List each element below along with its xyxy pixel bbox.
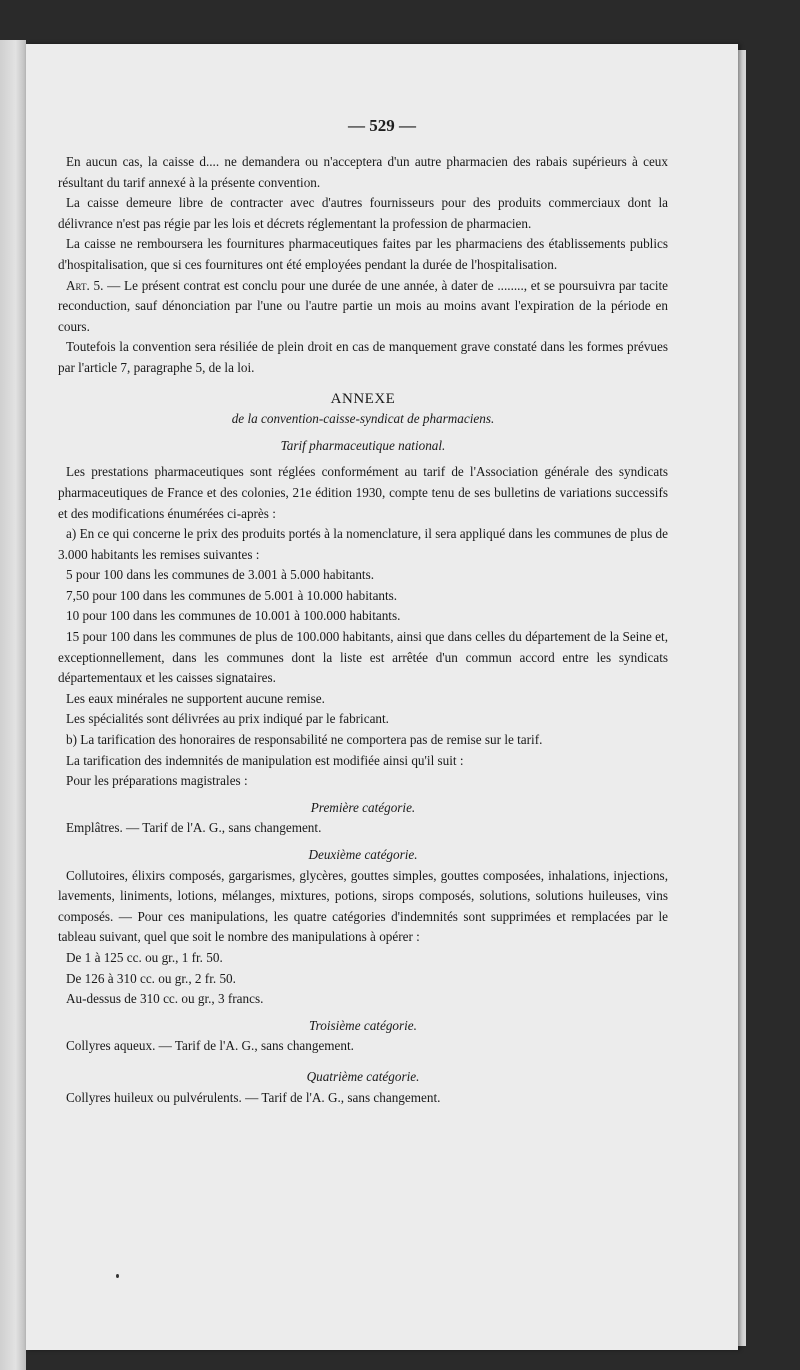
eaux-minerales: Les eaux minérales ne supportent aucune remise. — [66, 690, 325, 706]
article-5 — [58, 276, 668, 338]
paragraph-hospitalisation: La caisse ne remboursera les fournitures pharmaceutiques faites par les pharmaciens des établissements publics d'hospitalisation, que si ces fournitures ont été employées pendant la durée de l'hospitalisation. — [58, 236, 668, 272]
annexe-subtitle: de la convention-caisse-syndicat de pharmaciens. — [231, 411, 495, 427]
point-b: b) La tarification des honoraires de responsabilité ne comportera pas de remise sur le tarif. — [66, 732, 543, 748]
cat3-text: Collyres aqueux. — Tarif de l'A. G., sans changement. — [66, 1038, 354, 1054]
ink-speck — [116, 1274, 119, 1278]
remise-3: 10 pour 100 dans les communes de 10.001 à 100.000 habitants. — [66, 608, 401, 624]
cat4-text: Collyres huileux ou pulvérulents. — Tarif de l'A. G., sans changement. — [66, 1089, 441, 1105]
cat2-title: Deuxième catégorie. — [308, 847, 418, 862]
remise-4: 15 pour 100 dans les communes de plus de 100.000 habitants, ainsi que dans celles du département de la Seine et, exceptionnellement, dans les communes dont la liste est arrêtée d'un commun accord entre les syndicats départementaux et les caisses signataires. — [58, 629, 668, 686]
article-5-label: Art. 5. — [66, 277, 104, 293]
page-number: — 529 — — [348, 116, 416, 135]
cat3-title: Troisième catégorie. — [309, 1017, 417, 1033]
article-5-text: — Le présent contrat est conclu pour une durée de une année, à dater de ........, et se poursuivra par tacite reconduction, sauf dénonciation par l'une ou l'autre partie un mois au moins avant l'expiration de la période en cours. — [58, 277, 668, 334]
section-title: Tarif pharmaceutique national. — [280, 437, 446, 453]
annexe-intro: Les prestations pharmaceutiques sont réglées conformément au tarif de l'Association générale des syndicats pharmaceutiques de France et des colonies, 21e édition 1930, compte tenu de ses bulletins de variations successifs et des modifications énumérées ci-après : — [58, 464, 668, 521]
preparations-magistrales: Pour les préparations magistrales : — [66, 773, 248, 789]
cat4-title: Quatrième catégorie. — [306, 1068, 420, 1084]
remise-2: 7,50 pour 100 dans les communes de 5.001 à 10.000 habitants. — [66, 587, 398, 603]
paragraph-resiliation: Toutefois la convention sera résiliée de plein droit en cas de manquement grave constaté dans les formes prévues par l'article 7, paragraphe 5, de la loi. — [58, 339, 668, 375]
document-page — [26, 44, 738, 1350]
page-body — [58, 152, 668, 1108]
manipulation: La tarification des indemnités de manipulation est modifiée ainsi qu'il suit : — [66, 752, 464, 768]
cat2-text: Collutoires, élixirs composés, gargarismes, glycères, gouttes simples, gouttes composées, inhalations, injections, lavements, liniments, lotions, mélanges, mixtures, potions, sirops composés, solutions, solutions huileuses, vins composés. — Pour ces manipulations, les quatre catégories d'indemnités sont supprimées et remplacées par le tableau suivant, quel que soit le nombre des manipulations à opérer : — [58, 867, 668, 945]
adjacent-page-edge — [0, 40, 26, 1370]
cat1-title: Première catégorie. — [310, 799, 416, 815]
cat2-tarif-2: De 126 à 310 cc. ou gr., 2 fr. 50. — [66, 970, 236, 986]
annexe-title: ANNEXE — [330, 390, 396, 407]
paragraph-rabais: En aucun cas, la caisse d.... ne demandera ou n'acceptera d'un autre pharmacien des rabais supérieurs à ceux résultant du tarif annexé à la présente convention. — [58, 154, 668, 190]
point-a: a) En ce qui concerne le prix des produits portés à la nomenclature, il sera appliqué dans les communes de plus de 3.000 habitants les remises suivantes : — [58, 526, 668, 562]
cat2-tarif-1: De 1 à 125 cc. ou gr., 1 fr. 50. — [66, 949, 223, 965]
cat1-text: Emplâtres. — Tarif de l'A. G., sans changement. — [66, 820, 322, 836]
specialites: Les spécialités sont délivrées au prix indiqué par le fabricant. — [66, 711, 389, 727]
page-stack-edge — [738, 50, 746, 1346]
paragraph-fournisseurs: La caisse demeure libre de contracter avec d'autres fournisseurs pour des produits commerciaux dont la délivrance n'est pas régie par les lois et décrets réglementant la profession de pharmacien. — [58, 195, 668, 231]
cat2-tarif-3: Au-dessus de 310 cc. ou gr., 3 francs. — [66, 991, 264, 1007]
remise-1: 5 pour 100 dans les communes de 3.001 à 5.000 habitants. — [66, 567, 375, 583]
